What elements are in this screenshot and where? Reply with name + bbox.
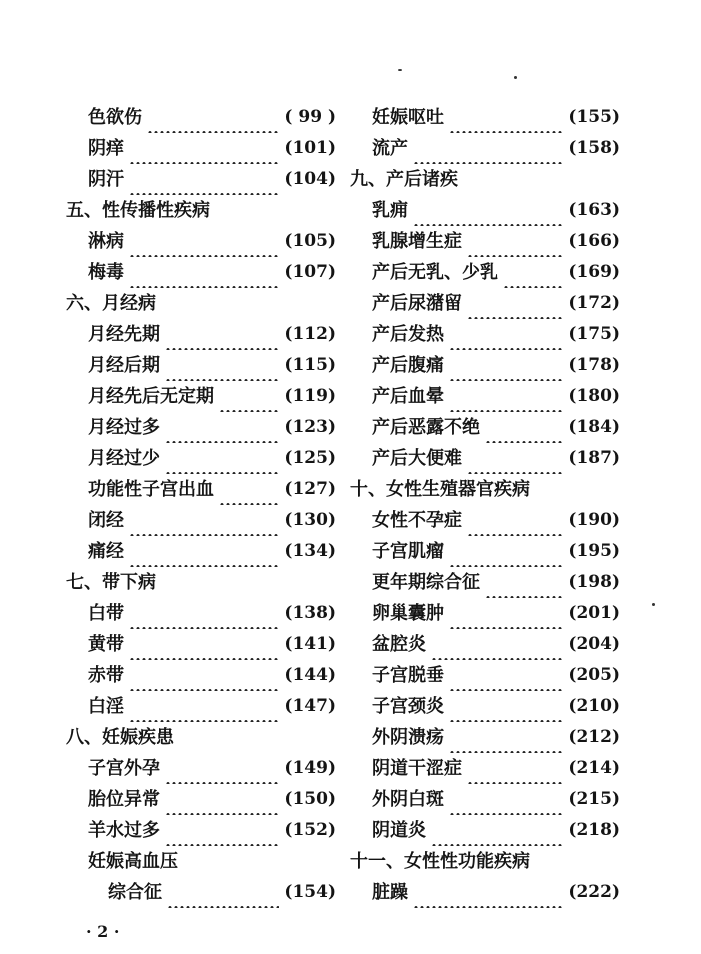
toc-page-number: (147): [284, 696, 336, 716]
toc-page-number: (163): [568, 200, 620, 220]
toc-entry-label: 阴道干涩症: [372, 758, 462, 779]
toc-entry-label: 月经后期: [88, 355, 160, 376]
dot-leader: [449, 784, 563, 815]
toc-entry-label: 闭经: [88, 510, 124, 531]
toc-entry: [66, 443, 336, 474]
toc-entry-label: 白淫: [88, 696, 124, 717]
toc-section-heading: 八、妊娠疾患: [66, 727, 174, 748]
toc-entry: [66, 598, 336, 629]
toc-entry: [350, 226, 620, 257]
toc-entry: [350, 784, 620, 815]
toc-entry-label: 外阴白斑: [372, 789, 444, 810]
scan-speck: [652, 603, 655, 606]
toc-section-heading: 六、月经病: [66, 293, 156, 314]
toc-entry-label: 色欲伤: [88, 107, 142, 128]
dot-leader: [167, 877, 279, 908]
toc-entry: [350, 691, 620, 722]
toc-page-number: (210): [568, 696, 620, 716]
toc-entry-label: 子宫外孕: [88, 758, 160, 779]
toc-entry-label: 外阴溃疡: [372, 727, 444, 748]
toc-entry-label: 功能性子宫出血: [88, 479, 214, 500]
toc-section-heading: 十一、女性性功能疾病: [350, 851, 530, 872]
toc-entry: [350, 381, 620, 412]
toc-entry-label: 乳痈: [372, 200, 408, 221]
toc-page-number: (204): [568, 634, 620, 654]
toc-entry-label: 乳腺增生症: [372, 231, 462, 252]
toc-entry: [350, 877, 620, 908]
toc-page-number: ( 99 ): [284, 107, 336, 127]
dot-leader: [129, 257, 279, 288]
toc-page-number: (201): [568, 603, 620, 623]
toc-entry-label: 产后恶露不绝: [372, 417, 480, 438]
page-number: · 2 ·: [86, 922, 120, 941]
toc-entry-label: 产后无乳、少乳: [372, 262, 498, 283]
dot-leader: [449, 691, 563, 722]
toc-right-column: [350, 102, 620, 908]
toc-entry-label: 子宫颈炎: [372, 696, 444, 717]
toc-entry-label: 胎位异常: [88, 789, 160, 810]
toc-page-number: (212): [568, 727, 620, 747]
scan-speck: [514, 76, 517, 79]
dot-leader: [467, 288, 563, 319]
toc-entry-label: 产后血晕: [372, 386, 444, 407]
toc-entry: [350, 629, 620, 660]
dot-leader: [165, 815, 279, 846]
toc-entry: [66, 474, 336, 505]
dot-leader: [129, 133, 279, 164]
toc-page-number: (105): [284, 231, 336, 251]
toc-entry-label: 产后尿潴留: [372, 293, 462, 314]
dot-leader: [449, 102, 563, 133]
toc-page-number: (127): [284, 479, 336, 499]
toc-page-number: (138): [284, 603, 336, 623]
toc-entry: [350, 288, 620, 319]
toc-entry-label: 流产: [372, 138, 408, 159]
toc-page-number: (195): [568, 541, 620, 561]
toc-entry-label: 卵巢囊肿: [372, 603, 444, 624]
toc-page-number: (104): [284, 169, 336, 189]
toc-entry: [66, 815, 336, 846]
toc-entry: [66, 877, 336, 908]
toc-page-number: (107): [284, 262, 336, 282]
dot-leader: [129, 660, 279, 691]
toc-page-number: (180): [568, 386, 620, 406]
toc-entry-label: 月经过少: [88, 448, 160, 469]
toc-entry: [350, 319, 620, 350]
dot-leader: [129, 691, 279, 722]
dot-leader: [413, 877, 563, 908]
toc-page-number: (184): [568, 417, 620, 437]
toc-entry: [350, 567, 620, 598]
toc-page-number: (112): [284, 324, 336, 344]
toc-entry-label: 淋病: [88, 231, 124, 252]
toc-entry: [350, 598, 620, 629]
toc-entry: [350, 722, 620, 753]
dot-leader: [165, 753, 279, 784]
dot-leader: [467, 505, 563, 536]
toc-entry: [66, 412, 336, 443]
toc-page-number: (175): [568, 324, 620, 344]
toc-page-number: (187): [568, 448, 620, 468]
toc-page-number: (155): [568, 107, 620, 127]
toc-entry-label: 阴道炎: [372, 820, 426, 841]
toc-entry: [350, 102, 620, 133]
dot-leader: [147, 102, 279, 133]
toc-entry: [66, 629, 336, 660]
dot-leader: [165, 443, 279, 474]
toc-entry-label: 妊娠呕吐: [372, 107, 444, 128]
toc-page-number: (172): [568, 293, 620, 313]
toc-entry-label: 月经先后无定期: [88, 386, 214, 407]
toc-entry-label: 更年期综合征: [372, 572, 480, 593]
toc-entry: [66, 350, 336, 381]
toc-page-number: (215): [568, 789, 620, 809]
toc-page-number: (222): [568, 882, 620, 902]
toc-page-number: (169): [568, 262, 620, 282]
toc-page-number: (125): [284, 448, 336, 468]
dot-leader: [219, 474, 279, 505]
toc-page-number: (115): [284, 355, 336, 375]
toc-entry: [350, 536, 620, 567]
dot-leader: [219, 381, 279, 412]
toc-entry-label: 月经先期: [88, 324, 160, 345]
dot-leader: [165, 784, 279, 815]
toc-entry: [350, 195, 620, 226]
toc-page-number: (144): [284, 665, 336, 685]
dot-leader: [467, 226, 563, 257]
toc-entry: [66, 753, 336, 784]
toc-entry-label: 阴痒: [88, 138, 124, 159]
toc-page-number: (158): [568, 138, 620, 158]
toc-entry: [66, 102, 336, 133]
toc-page-number: (152): [284, 820, 336, 840]
toc-entry-label: 产后大便难: [372, 448, 462, 469]
toc-entry: [66, 691, 336, 722]
dot-leader: [165, 412, 279, 443]
toc-entry: [66, 381, 336, 412]
toc-page-number: (150): [284, 789, 336, 809]
toc-section-heading: 七、带下病: [66, 572, 156, 593]
toc-entry: [350, 505, 620, 536]
dot-leader: [485, 412, 563, 443]
toc-entry-label: 子宫肌瘤: [372, 541, 444, 562]
toc-page-number: (214): [568, 758, 620, 778]
dot-leader: [485, 567, 563, 598]
toc-entry: [350, 815, 620, 846]
toc-entry-label: 黄带: [88, 634, 124, 655]
toc-section-heading: 五、性传播性疾病: [66, 200, 210, 221]
toc-entry: [66, 784, 336, 815]
toc-entry-label: 产后发热: [372, 324, 444, 345]
toc-entry-label: 白带: [88, 603, 124, 624]
toc-entry: [350, 443, 620, 474]
dot-leader: [449, 536, 563, 567]
toc-entry-label: 子宫脱垂: [372, 665, 444, 686]
dot-leader: [449, 381, 563, 412]
toc-left-column: [66, 102, 336, 908]
toc-entry: [66, 660, 336, 691]
dot-leader: [129, 629, 279, 660]
toc-entry: [66, 133, 336, 164]
dot-leader: [129, 226, 279, 257]
toc-page-number: (141): [284, 634, 336, 654]
toc-entry-label: 梅毒: [88, 262, 124, 283]
toc-entry: [350, 660, 620, 691]
toc-entry-label: 痛经: [88, 541, 124, 562]
toc-entry-label: 综合征: [108, 882, 162, 903]
toc-page-number: (178): [568, 355, 620, 375]
dot-leader: [413, 133, 563, 164]
toc-entry: [350, 350, 620, 381]
dot-leader: [467, 753, 563, 784]
dot-leader: [449, 722, 563, 753]
dot-leader: [449, 660, 563, 691]
toc-entry: [350, 753, 620, 784]
toc-entry-label: 盆腔炎: [372, 634, 426, 655]
toc-page-number: (190): [568, 510, 620, 530]
dot-leader: [165, 350, 279, 381]
toc-section-heading: 九、产后诸疾: [350, 169, 458, 190]
toc-page-number: (101): [284, 138, 336, 158]
dot-leader: [449, 350, 563, 381]
toc-page-number: (154): [284, 882, 336, 902]
toc-entry-label: 赤带: [88, 665, 124, 686]
dot-leader: [165, 319, 279, 350]
toc-page-number: (205): [568, 665, 620, 685]
dot-leader: [449, 319, 563, 350]
toc-entry: [350, 257, 620, 288]
toc-entry: [350, 133, 620, 164]
dot-leader: [129, 598, 279, 629]
toc-entry: [350, 412, 620, 443]
dot-leader: [129, 505, 279, 536]
toc-entry: [66, 319, 336, 350]
dot-leader: [129, 536, 279, 567]
toc-entry: [66, 505, 336, 536]
dot-leader: [467, 443, 563, 474]
toc-page-number: (130): [284, 510, 336, 530]
toc-entry-label: 阴汗: [88, 169, 124, 190]
dot-leader: [431, 815, 563, 846]
toc-page-number: (123): [284, 417, 336, 437]
toc-page-number: (119): [284, 386, 336, 406]
dot-leader: [503, 257, 563, 288]
dot-leader: [129, 164, 279, 195]
dot-leader: [449, 598, 563, 629]
toc-page-number: (166): [568, 231, 620, 251]
toc-entry-label: 月经过多: [88, 417, 160, 438]
toc-entry-title: 妊娠高血压: [88, 851, 178, 872]
toc-section-heading: 十、女性生殖器官疾病: [350, 479, 530, 500]
toc-page-number: (198): [568, 572, 620, 592]
toc-page-number: (218): [568, 820, 620, 840]
toc-entry: [66, 164, 336, 195]
dot-leader: [413, 195, 563, 226]
toc-page-number: (134): [284, 541, 336, 561]
toc-entry-label: 女性不孕症: [372, 510, 462, 531]
dot-leader: [431, 629, 563, 660]
scan-speck: [398, 69, 402, 71]
toc-entry-label: 产后腹痛: [372, 355, 444, 376]
toc-entry-label: 羊水过多: [88, 820, 160, 841]
toc-entry: [66, 226, 336, 257]
toc-entry: [66, 536, 336, 567]
toc-page-number: (149): [284, 758, 336, 778]
toc-entry-label: 脏躁: [372, 882, 408, 903]
toc-entry: [66, 257, 336, 288]
